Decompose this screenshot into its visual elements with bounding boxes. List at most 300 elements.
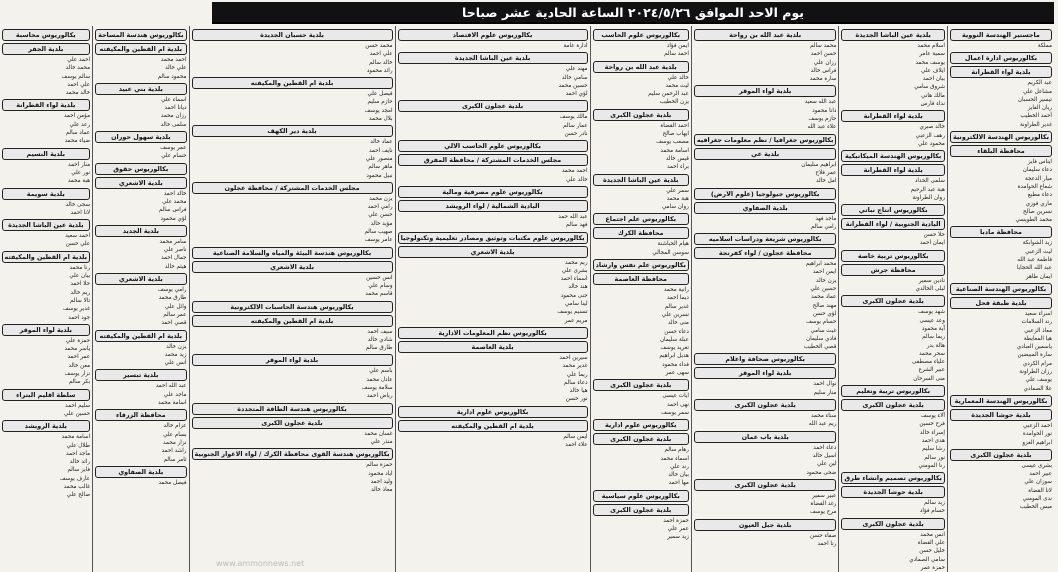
section-header: بكالوريوس جغرافيا / نظم معلومات جغرافيه: [694, 134, 837, 146]
candidate-name: اسيل خالد: [812, 452, 837, 459]
candidate-name: علا الصمادي: [1023, 385, 1052, 392]
candidate-name: رشا سليم: [922, 446, 945, 453]
candidate-name: نزار يوسف: [64, 371, 91, 378]
candidate-name: اسلام محمد: [917, 43, 945, 49]
candidate-name: حلا احمد: [70, 281, 91, 288]
candidate-name: ديانا احمد: [164, 105, 187, 112]
candidate-name: طارق محمد: [158, 295, 187, 302]
section-header: بكالوريوس صحافة واعلام: [694, 353, 837, 365]
candidate-name: تسنيم يوسف: [557, 309, 588, 316]
candidate-name: رهام سالم: [664, 447, 689, 454]
candidate-name: سهى عمر: [665, 370, 689, 377]
candidate-name: ادارة عامة: [563, 43, 588, 49]
candidate-name: آلاء يوسف: [920, 413, 945, 420]
candidate-name: عبير سمير: [812, 492, 837, 499]
candidate-name: عزام خالد: [163, 423, 187, 430]
candidate-name: رياض احمد: [366, 393, 393, 400]
date-header-bar: [212, 2, 1054, 24]
candidate-name: رزان الطراونة: [1019, 369, 1052, 376]
candidate-name: زيد محمد: [164, 351, 187, 358]
candidate-name: جنى محمود: [560, 292, 588, 299]
candidate-name: لؤي حسن: [812, 310, 837, 317]
section-header: بلدية لواء الموقر: [2, 324, 91, 336]
candidate-name: احمد علي: [67, 57, 91, 63]
section-header: بلدية لواء القطرانة: [841, 110, 945, 122]
section-header: بلدية ام القطين والمكيفته: [95, 330, 186, 342]
candidate-name: يزن خالد: [166, 343, 187, 350]
candidate-name: مملكة: [1037, 43, 1052, 49]
candidate-name: محمد الطويسي: [1015, 217, 1052, 224]
candidate-name: فداء محمود: [662, 361, 689, 368]
section-header: بلدية ام القطين والمكيفته: [192, 315, 393, 327]
candidate-name: عمار سالم: [562, 122, 588, 129]
section-header: بلدية ام القطين والمكيفته: [398, 420, 588, 432]
section-header: بلدية سويمة: [2, 188, 91, 200]
listing-column: [691, 26, 839, 572]
candidate-name: عبد الكريم: [1027, 80, 1052, 87]
candidate-name: سيرين احمد: [559, 354, 588, 361]
candidate-name: وسام علي: [368, 282, 393, 289]
candidate-name: بشرى عيسى: [1021, 462, 1052, 469]
candidate-name: ريما سالم: [922, 334, 945, 341]
candidate-name: ضياء محمد: [64, 138, 91, 145]
candidate-name: نسرين علي: [661, 311, 689, 318]
candidate-name: نداء فارس: [920, 101, 945, 108]
section-header: بلدية الصفاوي: [694, 202, 837, 214]
candidate-name: مؤيد خالد: [370, 220, 393, 227]
section-header: البادية الجنوبية / لواء القطرانة: [841, 218, 945, 230]
date-header-title: يوم الاحد الموافق ٢٠٢٤/٥/٢٦ الساعة الحادية عشر صباحا: [462, 4, 804, 20]
section-header: بلدية دير الكهف: [192, 125, 393, 137]
candidate-name: حازم يوسف: [808, 116, 837, 123]
candidate-name: رنا المومني: [918, 462, 945, 469]
candidate-name: وعد عيسى: [919, 317, 945, 324]
candidate-name: هبة محمد: [666, 195, 689, 202]
section-header: بلدية عبد الله بن رواحة: [593, 61, 689, 73]
candidate-name: شادي خالد: [367, 336, 393, 343]
candidate-name: علي خالد: [165, 65, 187, 72]
candidate-name: رامي احمد: [367, 204, 393, 211]
candidate-name: لؤي محمود: [160, 215, 187, 222]
candidate-name: فراس خالد: [810, 67, 837, 74]
candidate-name: امجد يوسف: [364, 107, 393, 114]
candidate-name: اسماء محمد: [660, 455, 689, 462]
section-header: بكالوريوس شريعة ودراسات اسلاميه: [694, 233, 837, 245]
section-header: بلدية جبل العيون: [694, 519, 837, 531]
candidate-name: سارة المبيضين: [1017, 352, 1052, 359]
candidate-name: سوزان علي: [1024, 479, 1052, 486]
candidate-name: ابراهيم سليمان: [801, 161, 837, 168]
candidate-name: ريم خالد: [70, 289, 91, 296]
section-header: بكالوريوس تربية وتعليم: [841, 385, 945, 397]
candidate-name: خالد صبري: [919, 124, 945, 131]
candidate-name: يزن الخطيب: [659, 99, 689, 106]
candidate-name: هيام الحباشنة: [657, 241, 689, 248]
candidate-name: زيد الشوابكة: [1022, 240, 1052, 247]
candidate-name: غيث سامي: [810, 327, 837, 334]
section-header: مجلس الخدمات المشتركة / محافظة عجلون: [192, 182, 393, 194]
candidate-name: سارة محمد: [809, 76, 837, 83]
candidate-name: رهف الزعبي: [915, 132, 945, 139]
candidate-name: نسرين صالح: [1023, 208, 1052, 215]
listing-column: [947, 26, 1054, 572]
candidate-name: ماجد علي: [163, 391, 187, 398]
candidate-name: سليم احمد: [65, 402, 91, 409]
candidate-name: احمد الزعبي: [1023, 422, 1052, 429]
section-header: بلدية الاشعري: [398, 246, 588, 258]
section-header: بكالوريوس علوم الحاسب الالي: [398, 140, 588, 152]
candidate-name: علياء مصطفى: [912, 359, 945, 366]
candidate-name: هيا المعايطة: [1023, 335, 1052, 342]
section-header: بلدية بني عبيد: [95, 83, 186, 95]
candidate-name: قصي الخطيب: [803, 344, 837, 351]
candidate-name: قصي احمد: [161, 320, 187, 327]
candidate-name: سمية عامر: [919, 51, 945, 58]
candidate-name: نادين سمير: [918, 277, 945, 284]
candidate-name: اسماء علي: [161, 96, 187, 103]
candidate-name: هالة بدر: [926, 342, 945, 349]
candidate-name: وليد احمد: [370, 478, 393, 485]
candidate-name: احمد سعيد: [65, 233, 91, 240]
candidate-name: باسم علي: [369, 368, 393, 375]
candidate-name: مصعب يوسف: [656, 139, 689, 146]
candidate-name: ليلى الخالدي: [915, 286, 945, 293]
candidate-name: لانا احمد: [70, 209, 91, 216]
candidate-name: غدير سالم: [664, 303, 689, 310]
candidate-name: جمال احمد: [161, 255, 187, 262]
section-header: بلدية العاصمة: [398, 341, 588, 353]
candidate-name: رزان محمد: [160, 113, 187, 120]
candidate-name: عامر يوسف: [364, 237, 393, 244]
candidate-name: سلمى الحداد: [914, 178, 945, 185]
candidate-name: تغريد يوسف: [660, 345, 689, 352]
candidate-name: غالب محمد: [63, 483, 91, 490]
section-header: بلدية حوشا الجديدة: [950, 409, 1052, 421]
candidate-name: رزان علي: [813, 59, 837, 66]
candidate-name: سجى خالد: [65, 201, 91, 208]
candidate-name: نور الحوامدة: [1022, 431, 1052, 438]
section-header: بلدية ام القطين والمكيفته: [95, 43, 186, 55]
section-header: بكالوريوس علوم مصرفية ومالية: [398, 186, 588, 198]
candidate-name: حمزة سالم: [366, 462, 393, 469]
candidate-name: ايمن احمد: [812, 269, 837, 276]
candidate-name: خالد علي: [566, 176, 588, 183]
candidate-name: زيد سمير: [667, 534, 689, 541]
candidate-name: سمر علي: [666, 187, 689, 194]
candidate-name: شعاع الحوامدة: [1017, 183, 1052, 190]
section-header: بلدية عين الباشا الجديدة: [593, 174, 689, 186]
candidate-name: لينا سامي: [564, 301, 588, 308]
candidate-name: هديل ابراهيم: [659, 353, 689, 360]
candidate-name: ريم محمد: [565, 259, 588, 266]
section-header: بلدية عجلون الكبرى: [398, 100, 588, 112]
candidate-name: معاذ الزعبي: [1024, 327, 1052, 334]
candidate-name: علاء عبد الله: [807, 124, 837, 131]
candidate-name: رائد خالد: [69, 459, 91, 466]
listing-column: [189, 26, 395, 572]
candidate-name: ثامر سالم: [163, 456, 187, 463]
candidate-name: ميار الدعجة: [1024, 175, 1052, 182]
candidate-name: عبد الله الحجايا: [1016, 265, 1052, 272]
section-header: بلدية لواء القطرانة: [2, 99, 91, 111]
candidate-name: ناصر علي: [163, 247, 187, 254]
candidate-name: حمزة عمر: [920, 564, 945, 571]
candidate-name: اياد محمود: [368, 470, 393, 477]
candidate-name: معاذ خالد: [371, 487, 393, 494]
candidate-name: حمزة علي: [65, 337, 91, 344]
candidate-name: حسام فؤاد: [919, 508, 945, 515]
candidate-name: وائل علي: [164, 303, 187, 310]
candidate-name: نايف احمد: [368, 147, 393, 154]
candidate-name: نور سالم: [924, 454, 945, 461]
candidate-name: اسامة محمد: [660, 147, 689, 154]
candidate-name: مشاعل علي: [1023, 88, 1052, 95]
candidate-name: بيان خالد: [668, 472, 689, 479]
section-header: بلدية الاشعري: [95, 177, 186, 189]
candidate-name: حلا حسن: [923, 232, 945, 239]
candidate-name: عمر احمد: [67, 354, 91, 361]
section-header: بلدية عجلون الكبرى: [841, 295, 945, 307]
candidate-name: هند خالد: [568, 284, 588, 291]
section-header: بلدية لواء القطرانة: [841, 164, 945, 176]
candidate-name: نزار محمد: [163, 439, 187, 446]
section-header: بكالوريوس حقوق: [95, 163, 186, 175]
candidate-name: دعاء مطيع: [1027, 192, 1052, 199]
listing-column: [0, 26, 92, 572]
candidate-name: غسان محمد: [364, 430, 393, 437]
candidate-name: ريما علي: [566, 371, 588, 378]
candidate-name: احمد محمد: [160, 57, 187, 63]
candidate-name: عبد الله سعيد: [804, 99, 837, 106]
candidate-name: رعد علي: [69, 121, 91, 128]
candidate-name: رند علي: [670, 463, 689, 470]
candidate-name: ايمن سالم: [563, 433, 588, 440]
candidate-name: مهند علي: [565, 66, 588, 73]
candidate-name: احمد القضاة: [660, 122, 689, 129]
candidate-name: حازم سليم: [367, 99, 393, 106]
section-header: بكالوريوس انتاج نباتي: [841, 204, 945, 216]
section-header: بلدية عجلون الكبرى: [841, 399, 945, 411]
candidate-name: هيثم خالد: [164, 263, 187, 270]
candidate-name: فيصل محمد: [158, 479, 187, 486]
newspaper-page: [4, 0, 1058, 572]
section-header: بكالوريوس هندسة الحاسبات الالكترونية: [192, 301, 393, 313]
candidate-name: ماري فوزي: [1025, 200, 1052, 207]
candidate-name: معن خالد: [68, 362, 91, 369]
candidate-name: فاطمة عبد الله: [1017, 257, 1052, 264]
section-header: بلدية عجلون الكبرى: [192, 417, 393, 429]
candidate-name: محمود سالم: [157, 73, 187, 80]
candidate-name: عبلة سليمان: [659, 336, 689, 343]
candidate-name: عمر علي: [667, 525, 689, 532]
candidate-name: ليث محمد: [665, 82, 689, 89]
section-header: بكالوريوس تصميم وانشاء طرق: [841, 472, 945, 484]
candidate-name: خالد سالم: [369, 59, 393, 66]
candidate-name: رانية محمد: [663, 287, 689, 294]
candidate-name: عمر يوسف: [160, 145, 187, 152]
candidate-name: ياسر محمد: [64, 346, 91, 353]
section-header: بلدية عجلون الكبرى: [593, 433, 689, 445]
candidate-name: انس حسين: [366, 274, 393, 281]
candidate-name: رامي يوسف: [157, 287, 187, 294]
candidate-name: غدير محمد: [562, 363, 588, 370]
candidate-name: فيصل علي: [367, 91, 393, 98]
candidate-name: علاء احمد: [565, 442, 588, 449]
section-header: بكالوريوس الهندسة المعمارية: [950, 395, 1052, 407]
candidate-name: علي احمد: [67, 81, 91, 88]
candidate-name: دعاء سليمان: [1022, 167, 1052, 174]
candidate-name: حسن علي: [368, 212, 393, 219]
candidate-name: محمود علي: [918, 140, 945, 147]
candidate-name: سمر يوسف: [661, 409, 689, 416]
candidate-name: ديما احمد: [666, 295, 689, 302]
candidate-name: عبير الشرع: [918, 367, 945, 374]
candidate-name: بكر سالم: [68, 379, 91, 386]
candidate-name: حسين محمد: [558, 82, 588, 89]
section-header: بلدية تبسير: [95, 369, 186, 381]
candidate-name: مؤمن احمد: [63, 113, 91, 120]
section-header: بكالوريوس هندسة الطاقة المتجددة: [192, 403, 393, 415]
candidate-name: ايهاب صالح: [662, 131, 689, 138]
candidate-name: رند السلامات: [1021, 319, 1052, 326]
section-header: بكالوريوس علم نفس وارشاد: [593, 259, 689, 271]
candidate-name: دعاء احمد: [813, 444, 837, 451]
section-header: بلدية الاشعري: [192, 261, 393, 273]
section-header: بكالوريوس جيولوجيا (علوم الارض): [694, 188, 837, 200]
candidate-name: لين علي: [817, 461, 837, 468]
candidate-name: ميس الخطيب: [1019, 504, 1052, 511]
section-header: بلدية الرويشد: [2, 420, 91, 432]
candidate-name: ايمان احمد: [919, 240, 945, 247]
section-header: بكالوريوس علوم الحاسب: [593, 29, 689, 41]
section-header: بلدية عجلون الكبرى: [593, 109, 689, 121]
candidate-name: مرح يوسف: [809, 509, 837, 516]
candidate-name: سيف احمد: [367, 328, 393, 335]
candidate-name: عمر سالم: [163, 311, 187, 318]
section-header: بلدية عين الباشا الجديدة: [2, 219, 91, 231]
section-header: بلدية باب عمان: [694, 431, 837, 443]
candidate-name: رنا محمد: [69, 264, 91, 271]
candidate-name: عماد سالم: [65, 130, 91, 137]
candidate-name: هبة عبد الرحيم: [910, 186, 945, 193]
section-header: بكالوريوس تربية خاصة: [841, 250, 945, 262]
candidate-name: هبة محمد: [67, 178, 91, 185]
candidate-name: ايات عيسى: [662, 393, 689, 400]
candidate-name: سلامة يوسف: [361, 385, 393, 392]
candidate-name: علي حسن: [65, 241, 91, 248]
section-header: محافظة العاصمة: [593, 273, 689, 285]
candidate-name: خالد محمد: [65, 90, 91, 97]
candidate-name: غدير يوسف: [62, 306, 91, 313]
candidate-name: مالك هاني: [921, 92, 945, 99]
candidate-name: حسين علي: [64, 410, 91, 417]
candidate-name: قاسم محمد: [365, 291, 393, 298]
candidate-name: مهند صالح: [812, 302, 837, 309]
candidate-name: تيسير الحسبان: [1017, 96, 1052, 103]
candidate-name: انس محمد: [920, 531, 945, 538]
candidate-name: ايلاف علي: [921, 67, 945, 74]
candidate-name: نبيل محمود: [366, 172, 393, 179]
candidate-name: ماجد فهد: [815, 215, 837, 222]
candidate-name: سحر محمد: [918, 350, 945, 357]
candidate-name: تالا سالم: [70, 297, 91, 304]
candidate-name: زيد سالم: [924, 500, 945, 507]
candidate-name: احمد محمد: [561, 168, 588, 175]
candidate-name: ايناس فايز: [1027, 159, 1052, 166]
section-header: بكالوريوس نظم المعلومات الادارية: [398, 327, 588, 339]
candidate-name: فرح حسين: [919, 421, 945, 428]
section-header: محافظة الزرقاء: [95, 409, 186, 421]
candidate-name: ريم عبد الله: [808, 421, 837, 428]
candidate-name: عارف يوسف: [59, 475, 91, 482]
section-header: بكالوريوس الهندسة الالكترونية: [950, 131, 1052, 143]
section-header: بكالوريوس هندسة المساحة: [95, 29, 186, 41]
section-header: البادية الشمالية / لواء الرويشد: [398, 200, 588, 212]
candidate-name: عبد الرحمن سليم: [648, 91, 689, 98]
section-header: بكالوريوس علوم مكتبات وتوثيق ومصادر تعليمية وتكنولوجيا: [398, 232, 588, 244]
section-header: مجلس الخدمات المشتركة / محافظة المفرق: [398, 154, 588, 166]
candidate-name: اسراء سعيد: [1024, 310, 1052, 317]
candidate-name: غدير الطراونة: [1019, 121, 1052, 128]
candidate-name: مريم عمر: [564, 317, 588, 324]
candidate-name: سامي خالد: [561, 74, 588, 81]
candidate-name: لانا القضاة: [1028, 487, 1052, 494]
candidate-name: أنس علي: [164, 360, 187, 367]
candidate-name: دعاء سالم: [563, 379, 588, 386]
candidate-name: نوال احمد: [813, 381, 837, 388]
candidate-name: منى خالد: [667, 320, 689, 327]
candidate-name: خالد احمد: [163, 190, 187, 197]
candidate-name: نهى احمد: [667, 401, 689, 408]
section-header: بكالوريوس علوم سياسية: [593, 490, 689, 502]
candidate-name: شهد يوسف: [918, 309, 945, 316]
candidate-name: ريان الفايز: [1027, 105, 1052, 112]
candidate-name: محمد علي: [162, 198, 187, 205]
candidate-name: عماد خالد: [370, 139, 393, 146]
candidate-name: سوسن المجالي: [652, 249, 689, 256]
section-header: بلدية سهول حوران: [95, 131, 186, 143]
candidate-name: اسماء احمد: [560, 276, 588, 283]
candidate-name: يزن خالد: [816, 277, 837, 284]
candidate-name: يوسف محمد: [915, 59, 945, 66]
section-header: بكالوريوس محاسبة: [2, 29, 91, 41]
candidate-name: يوسف علي: [1025, 377, 1052, 384]
candidate-name: عادل محمد: [366, 376, 393, 383]
candidate-name: طارق سالم: [365, 345, 393, 352]
candidate-name: حسين علي: [810, 286, 837, 293]
candidate-name: ماجد احمد: [66, 450, 91, 457]
candidate-name: فايز سالم: [67, 467, 91, 474]
candidate-name: براء احمد: [667, 164, 689, 171]
candidate-name: رغد القضاة: [810, 501, 837, 508]
candidate-name: اسامة محمد: [61, 434, 91, 441]
section-header: بكالوريوس ادارة اعمال: [950, 52, 1052, 64]
section-header: بلدية الجديد: [95, 225, 186, 237]
candidate-name: منار احمد: [68, 161, 91, 168]
candidate-name: مها احمد: [668, 480, 689, 487]
candidate-name: منذر علي: [370, 438, 393, 445]
section-header: بلدية عي: [694, 148, 837, 160]
candidate-name: فادي سليمان: [806, 335, 837, 342]
candidate-name: مالك يوسف: [559, 114, 588, 121]
section-header: بلدية الجفر: [2, 43, 91, 55]
section-header: بلدية عجلون الكبرى: [694, 399, 837, 411]
section-header: بكالوريوس علوم ادارية: [593, 419, 689, 431]
candidate-name: لؤي احمد: [565, 91, 588, 98]
candidate-name: راشد احمد: [161, 448, 187, 455]
candidate-name: ياسمين العبادي: [1016, 344, 1052, 351]
candidate-name: صهيب سالم: [364, 229, 393, 236]
